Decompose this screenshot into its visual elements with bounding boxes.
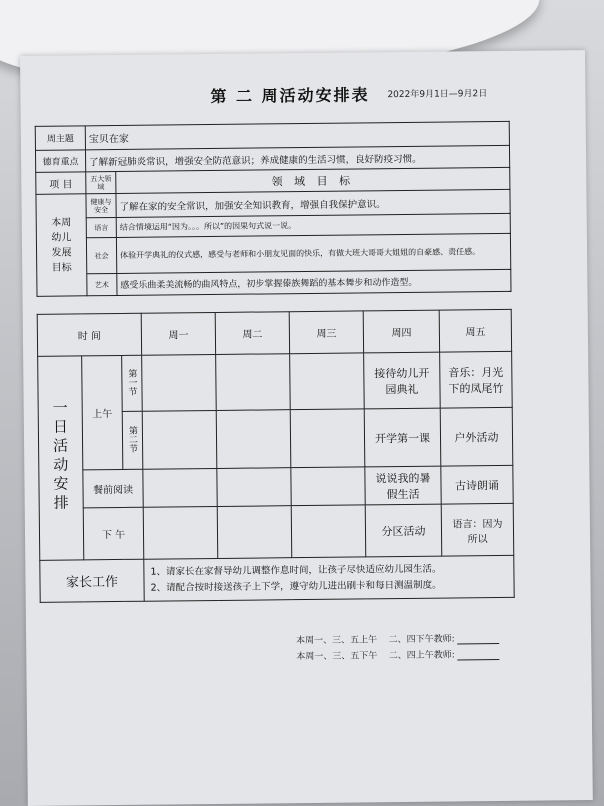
- signature-line-2: [458, 659, 500, 660]
- footer-line-1: [296, 631, 499, 646]
- p2-wed: [290, 409, 365, 468]
- day-fri: 周五: [439, 309, 511, 352]
- p1-wed: [290, 353, 365, 410]
- p2-mon: [142, 410, 217, 469]
- moral-label: 德育重点: [35, 150, 85, 173]
- read-tue: [217, 468, 291, 507]
- pm-mon: [143, 506, 218, 559]
- p1-fri: 音乐：月光下的凤尾竹: [440, 351, 513, 408]
- date-range: 2022年9月1日—9月2日: [387, 89, 488, 101]
- daily-label-text: 一日活动安排: [50, 399, 70, 514]
- p2-thu: 开学第一课: [364, 408, 441, 467]
- pm-wed: [291, 505, 366, 558]
- day-thu: 周四: [363, 310, 439, 353]
- read-mon: [143, 468, 217, 507]
- p2-fri: 户外活动: [440, 407, 513, 466]
- area-language: 语言: [86, 218, 116, 238]
- day-mon: 周一: [141, 312, 215, 355]
- schedule-sheet: [20, 50, 593, 806]
- project-label: 项 目: [36, 172, 86, 195]
- goals-label: 本周幼儿发展目标: [36, 194, 87, 297]
- goal-art: 感受乐曲柔美流畅的曲风特点，初步掌握傣族舞蹈的基本舞步和动作造型。: [117, 269, 511, 295]
- afternoon-label: 下 午: [83, 507, 144, 560]
- footer-line-2: [296, 647, 499, 662]
- five-areas-label: 五大领域: [86, 172, 116, 194]
- p1-thu: 接待幼儿开园典礼: [364, 352, 441, 409]
- morning-label: 上午: [82, 355, 123, 469]
- parent-label: 家长工作: [40, 559, 144, 602]
- goals-header: 领 域 目 标: [116, 167, 510, 193]
- period2-label: [122, 411, 143, 469]
- theme-value: 宝贝在家: [85, 121, 509, 149]
- parent-items: [144, 555, 514, 601]
- day-tue: 周二: [215, 312, 289, 355]
- p1-tue: [216, 354, 291, 411]
- read-wed: [291, 467, 365, 506]
- schedule-table: [37, 309, 515, 603]
- daily-label: [38, 356, 84, 560]
- parent-item-1: 1、请家长在家督导幼儿调整作息时间，让孩子尽快适应幼儿园生活。: [150, 563, 442, 578]
- area-health: 健康与安全: [86, 194, 116, 218]
- footer-text-2: 本周一、三、五下午 二、四上午教师:: [296, 650, 455, 663]
- signature-line-1: [458, 643, 500, 644]
- goal-society: 体验开学典礼的仪式感，感受与老师和小朋友见面的快乐，有做大班大哥哥大姐姐的自豪感、责任感。: [116, 233, 510, 273]
- moral-value: 了解新冠肺炎常识，增强安全防范意识；养成健康的生活习惯，良好防疫习惯。: [85, 145, 509, 171]
- read-thu: 说说我的暑假生活: [365, 466, 441, 505]
- period1-text: 第一节: [126, 368, 137, 396]
- pm-thu: 分区活动: [365, 504, 442, 557]
- theme-label: 周主题: [35, 126, 85, 151]
- period2-text: 第二节: [126, 425, 138, 453]
- parent-item-2: 2、请配合按时接送孩子上下学，遵守幼儿进出刷卡和每日测温制度。: [150, 579, 442, 594]
- reading-label: 餐前阅读: [83, 469, 143, 508]
- period1-label: [122, 355, 143, 411]
- footer-text-1: 本周一、三、五上午 二、四下午教师:: [296, 634, 455, 647]
- goals-table: [35, 121, 512, 297]
- pm-fri: 语言：因为所以: [441, 503, 514, 556]
- p1-mon: [142, 354, 217, 411]
- pm-tue: [217, 506, 292, 559]
- goal-health: 了解在家的安全常识，加强安全知识教育，增强自我保护意识。: [116, 189, 510, 217]
- page-title: 第 二 周活动安排表: [210, 85, 370, 107]
- p2-tue: [216, 410, 291, 469]
- day-wed: 周三: [289, 311, 363, 354]
- area-art: 艺术: [87, 273, 117, 295]
- time-label: 时 间: [37, 313, 141, 356]
- area-society: 社会: [86, 238, 116, 274]
- read-fri: 古诗朗诵: [441, 465, 513, 504]
- goal-language: 结合情境运用“因为。。。所以”的因果句式说一说。: [116, 213, 510, 237]
